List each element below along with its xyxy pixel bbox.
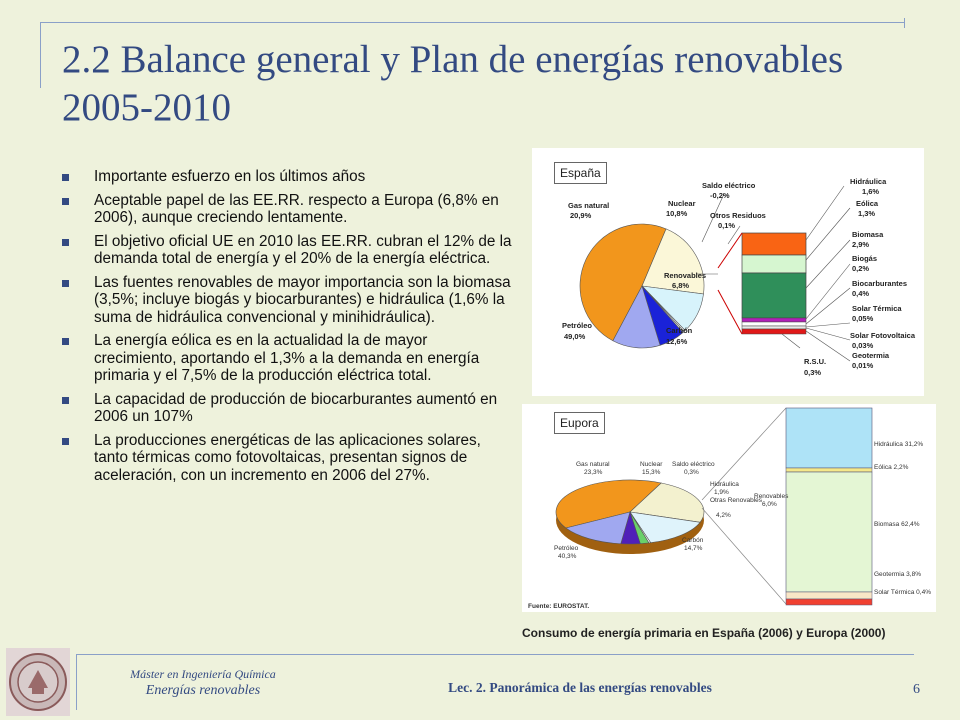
square-bullet-icon bbox=[62, 239, 69, 246]
spain-label-hidraulica: Hidráulica bbox=[850, 177, 887, 186]
europe-label-geotermia: Geotermia 3,8% bbox=[874, 571, 921, 578]
europe-label-eolica: Eólica 2,2% bbox=[874, 464, 909, 471]
spain-energy-figure bbox=[532, 148, 924, 396]
spain-bar-biomasa bbox=[742, 273, 806, 318]
europe-label-otras: Otras Renovables bbox=[710, 497, 763, 504]
spain-value-gas: 20,9% bbox=[570, 211, 592, 220]
spain-label-eolica: Eólica bbox=[856, 199, 879, 208]
spain-bar-biocarburantes bbox=[742, 322, 806, 326]
europe-value-nuclear: 15,3% bbox=[642, 469, 661, 476]
bullet-list bbox=[58, 168, 514, 490]
europe-bar-hidraulica bbox=[786, 408, 872, 468]
spain-value-biomasa: 2,9% bbox=[852, 240, 870, 249]
footer-vline bbox=[76, 654, 77, 710]
slide-title: 2.2 Balance general y Plan de energías renovables 2005-2010 bbox=[62, 38, 844, 129]
europe-label-saldo: Saldo eléctrico bbox=[672, 461, 715, 468]
square-bullet-icon bbox=[62, 174, 69, 181]
europe-figure-label: Eupora bbox=[554, 412, 605, 434]
spain-figure-label: España bbox=[554, 162, 607, 184]
europe-chart-svg bbox=[522, 404, 936, 612]
europe-label-hidraulica: Hidráulica 31,2% bbox=[874, 441, 924, 448]
europe-label-biomasa: Biomasa 62,4% bbox=[874, 521, 920, 528]
footer-lecture: Lec. 2. Panorámica de las energías renovables bbox=[448, 680, 712, 695]
spain-bar-rsu bbox=[742, 329, 806, 334]
bullet-item: Las fuentes renovables de mayor importancia son la biomasa (3,5%; incluye biogás y biocarburantes) e hidráulica (1,6% la suma de hidráulica convencional y minihidráulica). bbox=[58, 274, 514, 327]
europe-energy-figure bbox=[522, 404, 936, 612]
europe-value-petroleo: 40,3% bbox=[558, 553, 577, 560]
decor-line-left bbox=[40, 22, 41, 88]
spain-value-fotovoltaica: 0,03% bbox=[852, 341, 874, 350]
decor-line-right bbox=[904, 18, 905, 28]
page-number: 6 bbox=[913, 682, 920, 697]
europe-value-renovables: 6,0% bbox=[762, 501, 777, 508]
bullet-item: Aceptable papel de las EE.RR. respecto a Europa (6,8% en 2006), aunque creciendo lentamente. bbox=[58, 192, 514, 227]
spain-value-geotermia: 0,01% bbox=[852, 361, 874, 370]
footer-line bbox=[76, 654, 914, 655]
europe-bar-solar bbox=[786, 599, 872, 605]
spain-label-fotovoltaica: Solar Fotovoltaica bbox=[850, 331, 916, 340]
spain-label-biomasa: Biomasa bbox=[852, 230, 884, 239]
europe-label-renovables: Renovables bbox=[754, 493, 789, 500]
connector-line bbox=[718, 290, 742, 334]
spain-chart-svg bbox=[532, 148, 924, 396]
europe-value-otras: 4,2% bbox=[716, 512, 731, 519]
spain-label-otros: Otros Residuos bbox=[710, 211, 766, 220]
square-bullet-icon bbox=[62, 338, 69, 345]
spain-value-rsu: 0,3% bbox=[804, 368, 822, 377]
bullet-item: La producciones energéticas de las aplicaciones solares, tanto térmicas como fotovoltaicas, presentan signos de aceleración, con un incremento en 2006 del 27%. bbox=[58, 432, 514, 485]
europe-bar-biomasa bbox=[786, 472, 872, 592]
spain-label-biocarburantes: Biocarburantes bbox=[852, 279, 908, 288]
spain-value-renovables: 6,8% bbox=[672, 281, 690, 290]
university-seal-logo bbox=[6, 648, 70, 716]
square-bullet-icon bbox=[62, 280, 69, 287]
figure-caption: Consumo de energía primaria en España (2006) y Europa (2000) bbox=[522, 626, 886, 640]
square-bullet-icon bbox=[62, 397, 69, 404]
europe-label-solar: Solar Térmica 0,4% bbox=[874, 589, 931, 596]
bullet-item: La energía eólica es en la actualidad la de mayor crecimiento, aportando el 1,3% a la demanda en energía primaria y el 7,5% de la producción eléctrica total. bbox=[58, 332, 514, 385]
europe-label-nuclear: Nuclear bbox=[640, 461, 663, 468]
spain-bar-solar bbox=[742, 326, 806, 329]
europe-value-saldo: 0,3% bbox=[684, 469, 699, 476]
spain-value-solar-termica: 0,05% bbox=[852, 314, 874, 323]
decor-line-top bbox=[40, 22, 904, 23]
spain-value-biogas: 0,2% bbox=[852, 264, 870, 273]
connector-line bbox=[718, 233, 742, 268]
spain-label-saldo: Saldo eléctrico bbox=[702, 181, 756, 190]
spain-value-saldo: -0,2% bbox=[710, 191, 730, 200]
spain-label-nuclear: Nuclear bbox=[668, 199, 696, 208]
connector-line bbox=[702, 508, 786, 604]
spain-label-gas: Gas natural bbox=[568, 201, 610, 210]
spain-label-carbon: Carbón bbox=[666, 326, 693, 335]
spain-value-otros: 0,1% bbox=[718, 221, 736, 230]
bullet-item: Importante esfuerzo en los últimos años bbox=[58, 168, 514, 186]
spain-bar-hidraulica bbox=[742, 233, 806, 255]
europe-value-hidraulica-pie: 1,9% bbox=[714, 489, 729, 496]
spain-bar-eolica bbox=[742, 255, 806, 273]
spain-value-carbon: 12,6% bbox=[666, 337, 688, 346]
footer-master: Máster en Ingeniería Química bbox=[130, 667, 276, 681]
spain-label-petroleo: Petróleo bbox=[562, 321, 593, 330]
spain-label-renovables: Renovables bbox=[664, 271, 707, 280]
spain-label-solar-termica: Solar Térmica bbox=[852, 304, 902, 313]
square-bullet-icon bbox=[62, 198, 69, 205]
europe-label-hidraulica-pie: Hidráulica bbox=[710, 481, 739, 488]
europe-label-petroleo: Petróleo bbox=[554, 545, 579, 552]
europe-value-carbon: 14,7% bbox=[684, 545, 703, 552]
spain-value-petroleo: 49,0% bbox=[564, 332, 586, 341]
spain-label-biogas: Biogás bbox=[852, 254, 878, 263]
spain-bar-biogas bbox=[742, 318, 806, 322]
spain-value-hidraulica: 1,6% bbox=[862, 187, 880, 196]
europe-label-gas: Gas natural bbox=[576, 461, 610, 468]
square-bullet-icon bbox=[62, 438, 69, 445]
footer-subject: Energías renovables bbox=[145, 683, 261, 698]
bullet-item: La capacidad de producción de biocarburantes aumentó en 2006 un 107% bbox=[58, 391, 514, 426]
europe-value-gas: 23,3% bbox=[584, 469, 603, 476]
europe-source: Fuente: EUROSTAT. bbox=[528, 603, 590, 610]
europe-bar-eolica bbox=[786, 468, 872, 472]
europe-bar-geotermia bbox=[786, 592, 872, 599]
spain-value-eolica: 1,3% bbox=[858, 209, 876, 218]
spain-label-rsu: R.S.U. bbox=[804, 357, 827, 366]
bullet-item: El objetivo oficial UE en 2010 las EE.RR. cubran el 12% de la demanda total de energía y el 20% de la energía eléctrica. bbox=[58, 233, 514, 268]
spain-value-nuclear: 10,8% bbox=[666, 209, 688, 218]
spain-label-geotermia: Geotermia bbox=[852, 351, 890, 360]
europe-label-carbon: Carbón bbox=[682, 537, 704, 544]
spain-value-biocarburantes: 0,4% bbox=[852, 289, 870, 298]
